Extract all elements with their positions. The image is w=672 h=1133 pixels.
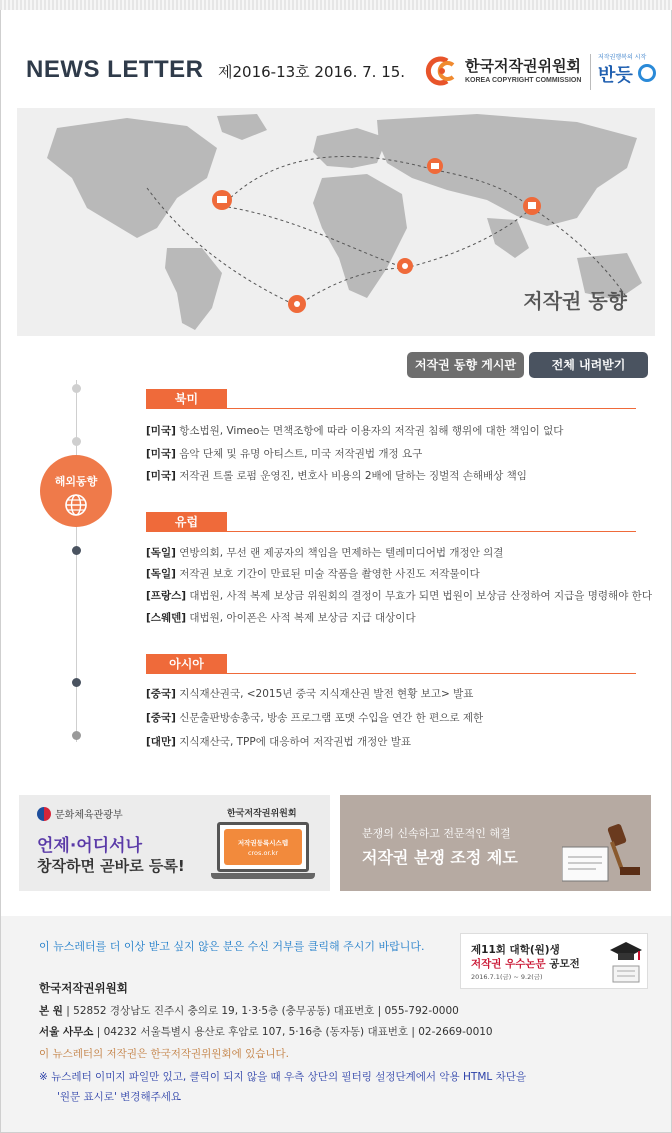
news-item-text: 항소법원, Vimeo는 면책조항에 따라 이용자의 저작권 침해 행위에 대한 책임이 없다 [175, 425, 564, 437]
download-all-button[interactable]: 전체 내려받기 [529, 352, 648, 378]
contest-dates: 2016.7.1(금) ~ 9.2(금) [471, 973, 543, 981]
banner-headline: 언제·어디서나 [37, 836, 142, 856]
timeline-dot [72, 731, 81, 740]
news-item-text: 지식재산국, TPP에 대응하여 저작권법 개정안 발표 [175, 736, 412, 748]
seoul-office-label: 서울 사무소 [39, 1026, 94, 1038]
news-item[interactable] [146, 588, 652, 603]
news-item[interactable] [146, 545, 646, 560]
news-item-text: 신문출판방송총국, 방송 프로그램 포맷 수입을 연간 한 편으로 제한 [175, 712, 484, 724]
unsubscribe-link[interactable]: 이 뉴스레터를 더 이상 받고 싶지 않은 분은 수신 거부를 클릭해 주시기 바랍니다. [39, 940, 425, 953]
copyright-notice: 이 뉴스레터의 저작권은 한국저작권위원회에 있습니다. [39, 1048, 289, 1060]
section-rule [146, 408, 636, 409]
dispute-mediation-banner[interactable] [340, 795, 651, 891]
news-item[interactable] [146, 610, 646, 625]
news-item-country: [독일] [146, 547, 176, 559]
registration-system-box [224, 829, 302, 865]
ministry-name: 문화체육관광부 [55, 810, 123, 821]
timeline-dot [72, 678, 81, 687]
section-rule [146, 673, 636, 674]
globe-icon [64, 493, 88, 517]
news-item[interactable] [146, 446, 646, 461]
taegeuk-icon [37, 807, 51, 821]
section-tab-north-america[interactable]: 북미 [146, 389, 227, 409]
news-item[interactable] [146, 710, 646, 725]
registration-banner[interactable] [19, 795, 330, 891]
laptop-base [211, 873, 315, 879]
timeline-dot [72, 437, 81, 446]
news-item-text: 대법원, 사적 복제 보상금 위원회의 결정이 무효가 되면 법원이 보상금 산정하여 지급을 명령해야 한다 [186, 590, 652, 602]
copyright-trend-board-button[interactable]: 저작권 동향 게시판 [407, 352, 524, 378]
bandeut-logo [596, 50, 660, 94]
bandeut-slogan: 저작권행복의 시작 [598, 54, 647, 61]
footer [1, 916, 671, 1132]
section-asia [146, 654, 636, 676]
kcc-name-english: KOREA COPYRIGHT COMMISSION [465, 77, 582, 84]
news-item-country: [중국] [146, 712, 176, 724]
news-item-country: [프랑스] [146, 590, 187, 602]
news-item-country: [미국] [146, 425, 176, 437]
news-item-country: [미국] [146, 448, 176, 460]
ministry-logo [37, 806, 123, 821]
contest-subtitle-suffix: 공모전 [545, 958, 580, 970]
news-item-text: 연방의회, 무선 랜 제공자의 책임을 면제하는 텔레미디어법 개정안 의결 [175, 547, 504, 559]
news-item-country: [스웨덴] [146, 612, 187, 624]
seoul-office-address [39, 1024, 493, 1039]
hq-address-text: | 52852 경상남도 진주시 충의로 19, 1·3·5층 (충무공동) 대표번호 | 055-792-0000 [62, 1005, 459, 1017]
section-tab-asia[interactable]: 아시아 [146, 654, 227, 674]
header-divider [590, 54, 591, 90]
display-notice-line2: '원문 표시로' 변경해주세요 [57, 1091, 182, 1103]
kcc-logo[interactable] [425, 53, 585, 89]
banner-subheadline: 창작하면 곧바로 등록! [37, 857, 185, 875]
section-rule [146, 531, 636, 532]
news-item-country: [독일] [146, 568, 176, 580]
news-item-text: 저작권 트롤 로펌 운영진, 변호사 비용의 2배에 달하는 징벌적 손해배상 책임 [175, 470, 527, 482]
registration-system-url: cros.or.kr [247, 849, 279, 857]
timeline-dot [72, 384, 81, 393]
registration-system-title: 저작권등록시스템 [237, 839, 289, 847]
footer-org-name: 한국저작권위원회 [39, 981, 128, 995]
seoul-office-address-text: | 04232 서울특별시 용산로 후암로 107, 5·16층 (동자동) 대표번호 | 02-2669-0010 [93, 1026, 493, 1038]
newsletter-title: NEWS LETTER [26, 56, 204, 83]
contest-subtitle-highlight: 저작권 우수논문 [471, 958, 546, 970]
news-item-country: [대만] [146, 736, 176, 748]
contest-title: 제11회 대학(원)생 [471, 944, 560, 956]
hq-label: 본 원 [39, 1005, 63, 1017]
news-item-text: 음악 단체 및 유명 아티스트, 미국 저작권법 개정 요구 [175, 448, 423, 460]
timeline-line [76, 380, 77, 742]
display-notice-line1: ※ 뉴스레터 이미지 파일만 있고, 클릭이 되지 않을 때 우측 상단의 필터링 설정단계에서 악용 HTML 차단을 [39, 1071, 526, 1083]
header [0, 36, 672, 104]
overseas-trends-label: 해외동향 [54, 475, 98, 488]
top-band [0, 0, 672, 10]
issue-number: 제2016-13호 2016. 7. 15. [218, 63, 406, 81]
banner-subheadline: 분쟁의 신속하고 전문적인 해결 [362, 827, 511, 840]
hq-address [39, 1003, 459, 1018]
news-item[interactable] [146, 423, 646, 438]
news-item-text: 저작권 보호 기간이 만료된 미술 작품을 촬영한 사진도 저작물이다 [175, 568, 480, 580]
kcc-logo-icon [425, 55, 459, 87]
graduation-cap-icon [609, 940, 643, 984]
news-item[interactable] [146, 734, 646, 749]
contest-subtitle [471, 956, 580, 971]
thesis-contest-banner[interactable] [460, 933, 648, 989]
banner-headline: 저작권 분쟁 조정 제도 [362, 848, 518, 867]
hero-title: 저작권 동향 [523, 289, 627, 313]
news-item-text: 지식재산권국, <2015년 중국 지식재산권 발전 현황 보고> 발표 [175, 688, 474, 700]
laptop-screen [217, 822, 309, 872]
section-europe [146, 512, 636, 534]
section-north-america [146, 389, 636, 411]
laptop-icon [211, 822, 315, 882]
news-item[interactable] [146, 468, 646, 483]
world-map-hero [17, 108, 655, 336]
overseas-trends-badge [40, 455, 112, 527]
news-item-country: [미국] [146, 470, 176, 482]
bandeut-wordmark: 반듯 [598, 65, 633, 86]
banner-kcc-name: 한국저작권위원회 [227, 809, 297, 819]
section-tab-europe[interactable]: 유럽 [146, 512, 227, 532]
news-item[interactable] [146, 566, 646, 581]
kcc-name-korean: 한국저작권위원회 [465, 57, 581, 75]
gavel-icon [562, 819, 642, 885]
timeline-dot [72, 546, 81, 555]
news-item-country: [중국] [146, 688, 176, 700]
news-item[interactable] [146, 686, 646, 701]
news-item-text: 대법원, 아이폰은 사적 복제 보상금 지급 대상이다 [186, 612, 416, 624]
bandeut-circle-icon [638, 64, 656, 82]
